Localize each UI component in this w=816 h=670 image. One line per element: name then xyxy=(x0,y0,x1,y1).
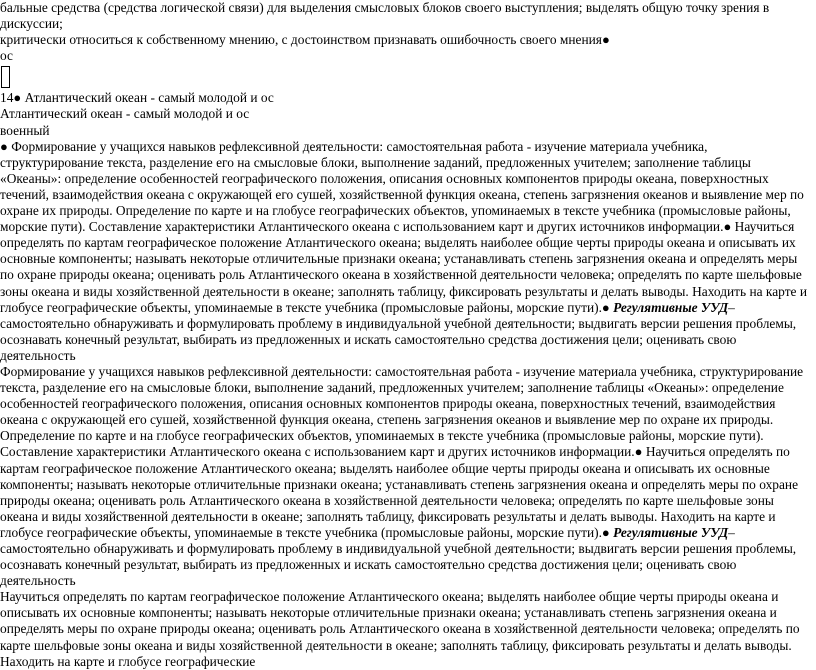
bullet-icon: ● xyxy=(723,219,732,235)
block2-text-a: Формирование у учащихся навыков рефлексивной деятельности: самостоятельная работа - изучение материала учебника, структурирование текста, разделение его на смысловые блоки, выполнение заданий, предложенных учителем; заполнение таблицы «Океаны»: определение особенностей географического положения, описания основных компонентов природы океана, поверхностных течений, взаимодействия океана с окружающей его сушей, хозяйственной функция океана, степень загрязнения океанов и выявление мер по охране их природы. Определение по карте и на глобусе географических объектов, упоминаемых в тексте учебника (промысловые районы, морские пути). Составление характеристики Атлантического океана с использованием карт и других источников информации. xyxy=(0,363,804,460)
text-line xyxy=(0,90,812,106)
text-line xyxy=(0,123,812,139)
paragraph-last xyxy=(0,589,812,669)
line-1: бальные средства (средства логической связи) для выделения смысловых блоков своего выступления; выделять общую точку зрения в дискуссии; xyxy=(0,0,770,32)
bullet-icon: ● xyxy=(601,524,610,540)
block2-label: Регулятивные УУД xyxy=(609,524,729,540)
text-line xyxy=(0,48,812,64)
item-number: 14 xyxy=(0,90,14,106)
last-text: Научиться определять по картам географическое положение Атлантического океана; выделять наиболее общие черты природы океана и описывать их основные компоненты; называть некоторые отличительные признаки океана; устанавливать степень загрязнения океана и определять меры по охране природы океана; оценивать роль Атлантического океана в хозяйственной деятельности человека; определять по карте шельфовые зоны океана и виды хозяйственной деятельности в океане; заполнять таблицу, фиксировать результаты и делать выводы. Находить на карте и глобусе географические xyxy=(0,589,800,669)
block2-text-b: Научиться определять по картам географическое положение Атлантического океана; выделять наиболее общие черты природы океана и описывать их основные компоненты; называть некоторые отличительные признаки океана; устанавливать степень загрязнения океана и определять меры по охране природы океана; оценивать роль Атлантического океана в хозяйственной деятельности человека; определять по карте шельфовые зоны океана и виды хозяйственной деятельности в океане; заполнять таблицу, фиксировать результаты и делать выводы. Находить на карте и глобусе географические объекты, упоминаемые в тексте учебника (промысловые районы, морские пути). xyxy=(0,444,799,540)
line-2: критически относиться к собственному мнению, с достоинством признавать ошибочность своего мнения xyxy=(0,32,602,48)
paragraph-block-2 xyxy=(0,364,812,589)
text-line xyxy=(0,0,812,32)
bullet-icon: ● xyxy=(13,90,22,106)
block1-text-a: Формирование у учащихся навыков рефлексивной деятельности: самостоятельная работа - изучение материала учебника, структурирование текста, разделение его на смысловые блоки, выполнение заданий, предложенных учителем; заполнение таблицы «Океаны»: определение особенностей географического положения, описания основных компонентов природы океана, поверхностных течений, взаимодействия океана с окружающей его сушей, хозяйственной функция океана, степень загрязнения океанов и выявление мер по охране их природы. Определение по карте и на глобусе географических объектов, упоминаемых в тексте учебника (промысловые районы, морские пути). Составление характеристики Атлантического океана с использованием карт и других источников информации. xyxy=(0,138,804,235)
text-line xyxy=(0,32,812,48)
empty-box xyxy=(1,66,10,88)
block2-text-c: –самостоятельно обнаруживать и формулировать проблему в индивидуальной учебной деятельности; выдвигать версии решения проблемы, осознавать конечный результат, выбирать из предложенных и искать самостоятельно средства достижения цели; оценивать свою деятельность xyxy=(0,524,797,589)
line-4: Атлантический океан - самый молодой и ос xyxy=(21,90,274,106)
line-6: военный xyxy=(0,122,50,138)
bullet-icon: ● xyxy=(601,32,610,48)
paragraph-block-1 xyxy=(0,139,812,364)
bullet-icon: ● xyxy=(634,444,643,460)
line-5: Атлантический океан - самый молодой и ос xyxy=(0,106,250,122)
text-line xyxy=(0,106,812,122)
bullet-icon: ● xyxy=(0,138,8,154)
block1-text-c: –самостоятельно обнаруживать и формулировать проблему в индивидуальной учебной деятельности; выдвигать версии решения проблемы, осознавать конечный результат, выбирать из предложенных и искать самостоятельно средства достижения цели; оценивать свою деятельность xyxy=(0,299,797,363)
block1-label: Регулятивные УУД xyxy=(609,299,729,315)
line-3: ос xyxy=(0,48,13,64)
block1-text-b: Научиться определять по картам географическое положение Атлантического океана; выделять наиболее общие черты природы океана и описывать их основные компоненты; называть некоторые отличительные признаки океана; устанавливать степень загрязнения океана и определять меры по охране природы океана; оценивать роль Атлантического океана в хозяйственной деятельности человека; определять по карте шельфовые зоны океана и виды хозяйственной деятельности в океане; заполнять таблицу, фиксировать результаты и делать выводы. Находить на карте и глобусе географические объекты, упоминаемые в тексте учебника (промысловые районы, морские пути). xyxy=(0,219,808,315)
bullet-icon: ● xyxy=(601,299,610,315)
